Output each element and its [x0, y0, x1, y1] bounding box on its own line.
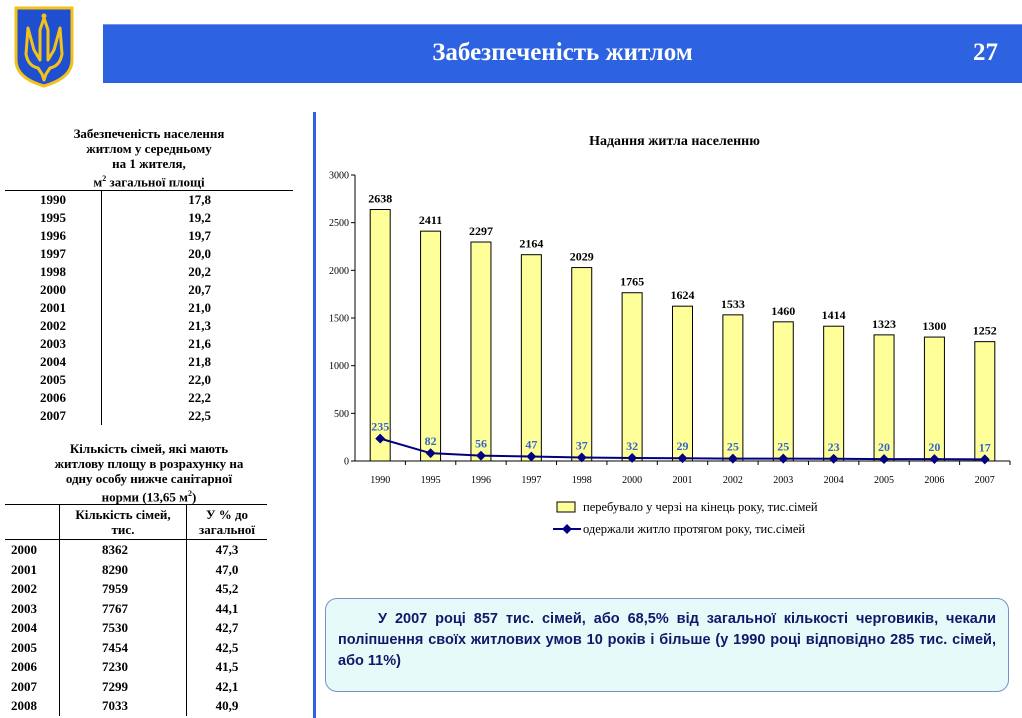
slide-header: [103, 24, 1022, 83]
line-label: 20: [928, 440, 941, 455]
bar-label: 1414: [821, 308, 846, 323]
divider-line: [313, 112, 316, 718]
row-value: 22,2: [188, 390, 211, 405]
bar-label: 2164: [519, 236, 544, 251]
row-value: 21,8: [188, 354, 211, 369]
bar: [622, 293, 642, 461]
table-row: [5, 599, 267, 619]
table-row: [5, 638, 267, 658]
row-year: 2002: [5, 579, 60, 599]
table-row: [5, 579, 267, 599]
bar-label: 2297: [468, 224, 493, 239]
bar-label: 1300: [922, 319, 947, 334]
bar-label: 2411: [418, 213, 443, 228]
housing-table: [5, 190, 293, 425]
families-table-caption: Кількість сімей, які мають житлову площу в розрахунку на одну особу нижче санітарної норми (13,65 $м^2$): [54, 441, 244, 505]
row-year: 2004: [5, 353, 102, 371]
legend-label-bar: перебувало у черзі на кінець року, тис.сімей: [583, 500, 818, 514]
row-families: 8290: [60, 560, 187, 580]
row-families: 7767: [60, 599, 187, 619]
row-percent: 47,0: [215, 561, 239, 577]
row-value: 19,2: [188, 210, 211, 225]
bar: [471, 242, 491, 461]
note-box: У 2007 році 857 тис. сімей, або 68,5% від загальної кількості черговиків, чекали поліпшення своїх житлових умов 10 років і більше (у 1990 році відповідно 285 тис. сімей, або 11%): [325, 598, 1009, 692]
line-label: 25: [726, 439, 739, 454]
row-families: 7959: [60, 579, 187, 599]
row-families: 8362: [60, 540, 187, 560]
y-tick-label: 0: [344, 456, 349, 468]
x-tick-label: 2004: [823, 475, 844, 486]
row-families: 7299: [60, 677, 187, 697]
row-year: 2007: [5, 677, 60, 697]
line-label: 23: [827, 439, 840, 454]
page-number: 27: [973, 39, 998, 66]
bar-label: 1323: [872, 316, 897, 331]
coat-of-arms-icon: [12, 4, 76, 88]
table-row: [5, 335, 293, 353]
row-year: 2006: [5, 389, 102, 407]
line-label: 25: [777, 439, 790, 454]
row-percent: 42,1: [215, 678, 239, 694]
row-year: 2001: [5, 299, 102, 317]
housing-chart: [322, 122, 1012, 552]
row-percent: 42,7: [215, 620, 239, 635]
bar: [673, 306, 693, 461]
x-tick-label: 2005: [874, 475, 895, 486]
line-label: 235: [371, 419, 390, 434]
row-value: 19,7: [188, 228, 211, 243]
x-tick-label: 2001: [672, 475, 693, 486]
bar-label: 1460: [771, 303, 796, 318]
row-percent: 41,5: [215, 659, 239, 674]
families-header-year: [5, 505, 60, 540]
families-table: [5, 504, 267, 716]
row-families: 7530: [60, 618, 187, 638]
row-families: 7033: [60, 696, 187, 716]
table-row: [5, 560, 267, 580]
row-year: 2004: [5, 618, 60, 638]
x-tick-label: 1995: [420, 475, 441, 486]
table-row: [5, 245, 293, 263]
row-value: 17,8: [188, 192, 211, 207]
bar-label: 2029: [569, 249, 594, 264]
y-tick-label: 2500: [329, 218, 349, 230]
bar-label: 1624: [670, 288, 695, 303]
row-value: 20,7: [188, 282, 211, 297]
housing-table-caption: Забезпеченість населення житлом у середньому на 1 жителя, $м^2$ загальної площі: [73, 126, 225, 190]
families-header-percent: У % до загальної: [187, 505, 268, 540]
x-tick-label: 2007: [974, 475, 995, 486]
table-row: [5, 696, 267, 716]
table-row: [5, 657, 267, 677]
row-year: 2008: [5, 696, 60, 716]
table-row: [5, 209, 293, 227]
row-percent: 44,1: [215, 600, 239, 616]
row-year: 2001: [5, 560, 60, 580]
chart-title: Надання житла населенню: [589, 134, 760, 149]
row-percent: 42,5: [215, 639, 239, 655]
bar: [572, 268, 592, 461]
row-year: 2000: [5, 540, 60, 560]
y-tick-label: 2000: [329, 265, 349, 277]
table-row: [5, 281, 293, 299]
row-year: 2003: [5, 599, 60, 619]
row-year: 2000: [5, 281, 102, 299]
bar-label: 1252: [972, 323, 997, 338]
x-tick-label: 2000: [622, 475, 643, 486]
table-row: [5, 353, 293, 371]
y-tick-label: 1500: [329, 313, 349, 325]
row-percent: 45,2: [215, 581, 239, 596]
line-label: 17: [978, 440, 991, 455]
row-value: 21,0: [188, 300, 211, 315]
bar: [521, 255, 541, 461]
legend-swatch-line: [562, 524, 572, 534]
row-year: 2005: [5, 371, 102, 389]
row-families: 7230: [60, 657, 187, 677]
line-label: 82: [424, 434, 437, 449]
slide-title: Забезпеченість житлом: [432, 39, 693, 66]
row-value: 20,2: [188, 264, 211, 279]
table-row: [5, 407, 293, 425]
row-value: 20,0: [188, 246, 211, 261]
table-row: [5, 299, 293, 317]
line-label: 37: [575, 438, 588, 453]
row-year: 2005: [5, 638, 60, 658]
x-tick-label: 1998: [571, 475, 592, 486]
row-year: 1997: [5, 245, 102, 263]
x-tick-label: 1990: [370, 475, 391, 486]
table-row: [5, 677, 267, 697]
bar-label: 1533: [720, 296, 745, 311]
table-row: [5, 263, 293, 281]
x-tick-label: 2006: [924, 475, 945, 486]
line-label: 20: [878, 440, 891, 455]
row-year: 2007: [5, 407, 102, 425]
row-year: 1995: [5, 209, 102, 227]
x-tick-label: 2003: [773, 475, 794, 486]
line-label: 32: [626, 438, 639, 453]
line-label: 47: [525, 437, 538, 452]
line-label: 56: [474, 436, 487, 451]
y-tick-label: 500: [334, 408, 349, 420]
row-value: 22,0: [188, 372, 211, 387]
table-row: [5, 227, 293, 245]
row-value: 21,6: [188, 336, 211, 351]
row-year: 1990: [5, 191, 102, 210]
legend-label-line: одержали житло протягом року, тис.сімей: [583, 522, 806, 536]
y-tick-label: 3000: [329, 170, 349, 182]
x-tick-label: 1997: [521, 475, 542, 486]
table-row: [5, 389, 293, 407]
legend-swatch-bar: [557, 502, 575, 512]
row-year: 2006: [5, 657, 60, 677]
row-year: 1998: [5, 263, 102, 281]
row-year: 2002: [5, 317, 102, 335]
row-value: 21,3: [188, 318, 211, 333]
bar-label: 2638: [368, 191, 393, 206]
y-tick-label: 1000: [329, 361, 349, 373]
table-row: [5, 371, 293, 389]
x-tick-label: 2002: [722, 475, 743, 486]
row-value: 22,5: [188, 408, 211, 423]
families-header-count: Кількість сімей, тис.: [60, 505, 187, 540]
line-label: 29: [676, 439, 689, 454]
table-row: [5, 317, 293, 335]
table-row: [5, 540, 267, 560]
row-percent: 47,3: [215, 542, 239, 557]
table-row: [5, 191, 293, 210]
table-row: [5, 618, 267, 638]
row-families: 7454: [60, 638, 187, 658]
row-percent: 40,9: [215, 698, 239, 713]
bar-label: 1765: [620, 274, 645, 289]
x-tick-label: 1996: [470, 475, 491, 486]
bar: [421, 231, 441, 461]
row-year: 2003: [5, 335, 102, 353]
row-year: 1996: [5, 227, 102, 245]
